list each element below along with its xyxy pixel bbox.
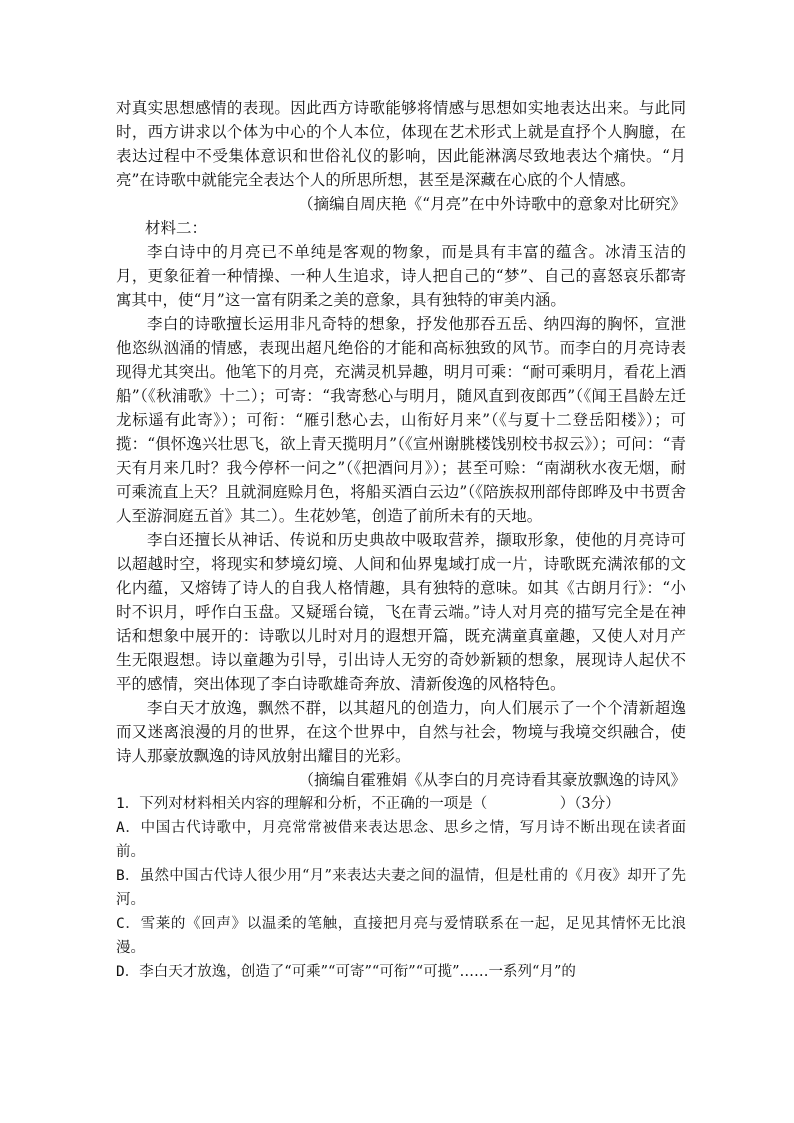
- question-stem-text: 下列对材料相关内容的理解和分析，不正确的一项是（ ）（3分）: [139, 796, 620, 812]
- option-a: [116, 816, 686, 864]
- material2-paragraph-3: 李白还擅长从神话、传说和历史典故中吸取营养，撷取形象，使他的月亮诗可以超越时空，将现实和梦境幻境、人间和仙界鬼域打成一片，诗歌既充满浓郁的文化内蕴，又熔铸了诗人的自我人格情趣，具有独特的意味。如其《古朗月行》：“小时不识月，呼作白玉盘。又疑瑶台镜，飞在青云端。”诗人对月亮的描写完全是在神话和想象中展开的：诗歌以儿时对月的遐想开篇，既充满童真童趣，又使人对月产生无限遐想。诗以童趣为引导，引出诗人无穷的奇妙新颖的想象，展现诗人起伏不平的感情，突出体现了李白诗歌雄奇奔放、清新俊逸的风格特色。: [116, 531, 686, 693]
- option-text: 中国古代诗歌中，月亮常常被借来表达思念、思乡之情，写月诗不断出现在读者面前。: [116, 820, 687, 860]
- option-letter: B．: [116, 868, 140, 884]
- source-citation-1: （摘编自周庆艳《“月亮”在中外诗歌中的意象对比研究》: [298, 195, 686, 213]
- material2-paragraph-4: 李白天才放逸，飘然不群，以其超凡的创造力，向人们展示了一个个清新超逸而又迷离浪漫的月的世界，在这个世界中，自然与社会，物境与我境交织融合，使诗人那豪放飘逸的诗风放射出耀目的光彩。: [116, 699, 686, 765]
- question-number: 1．: [116, 796, 140, 812]
- option-c: [116, 912, 686, 960]
- question-1-stem: [116, 792, 686, 816]
- option-letter: C．: [116, 916, 141, 932]
- material2-label: 材料二：: [145, 219, 208, 237]
- material2-paragraph-2: 李白的诗歌擅长运用非凡奇特的想象，抒发他那吞五岳、纳四海的胸怀，宣泄他恣纵汹涌的情感，表现出超凡绝俗的才能和高标独致的风节。而李白的月亮诗表现得尤其突出。他笔下的月亮，充满灵机异趣，明月可乘：“耐可乘明月，看花上酒船”（《秋浦歌》十二）；可寄：“我寄愁心与明月，随风直到夜郎西”（《闻王昌龄左迁龙标遥有此寄》）；可衔：“雁引愁心去，山衔好月来”（《与夏十二登岳阳楼》）；可揽：“俱怀逸兴壮思飞，欲上青天揽明月”（《宣州谢朓楼饯别校书叔云》）；可问：“青天有月来几时？我今停杯一问之”（《把酒问月》）；甚至可赊：“南湖秋水夜无烟，耐可乘流直上天？且就洞庭赊月色，将船买酒白云边”（《陪族叔刑部侍郎晔及中书贾舍人至游洞庭五首》其二）。生花妙笔，创造了前所未有的天地。: [116, 315, 686, 525]
- option-letter: A．: [116, 820, 141, 836]
- source-citation-2: （摘编自霍雅娟《从李白的月亮诗看其豪放飘逸的诗风》: [298, 771, 686, 789]
- option-text: 雪莱的《回声》以温柔的笔触，直接把月亮与爱情联系在一起，足见其情怀无比浪漫。: [116, 916, 687, 956]
- material1-tail-paragraph: 对真实思想感情的表现。因此西方诗歌能够将情感与思想如实地表达出来。与此同时，西方讲求以个体为中心的个人本位，体现在艺术形式上就是直抒个人胸臆，在表达过程中不受集体意识和世俗礼仪的影响，因此能淋漓尽致地表达个痛快。“月亮”在诗歌中就能完全表达个人的所思所想，甚至是深藏在心底的个人情感。: [116, 99, 686, 189]
- document-page: [116, 96, 686, 984]
- material2-paragraph-1: 李白诗中的月亮已不单纯是客观的物象，而是具有丰富的蕴含。冰清玉洁的月，更象征着一种情操、一种人生追求，诗人把自己的“梦”、自己的喜怒哀乐都寄寓其中，使“月”这一富有阴柔之美的意象，具有独特的审美内涵。: [116, 243, 686, 309]
- option-text: 虽然中国古代诗人很少用“月”来表达夫妻之间的温情，但是杜甫的《月夜》却开了先河。: [116, 868, 687, 908]
- option-b: [116, 864, 686, 912]
- option-text: 李白天才放逸，创造了“可乘”“可寄”“可衔”“可揽”……一系列“月”的: [139, 964, 576, 980]
- option-letter: D．: [116, 964, 140, 980]
- option-d: [116, 960, 686, 984]
